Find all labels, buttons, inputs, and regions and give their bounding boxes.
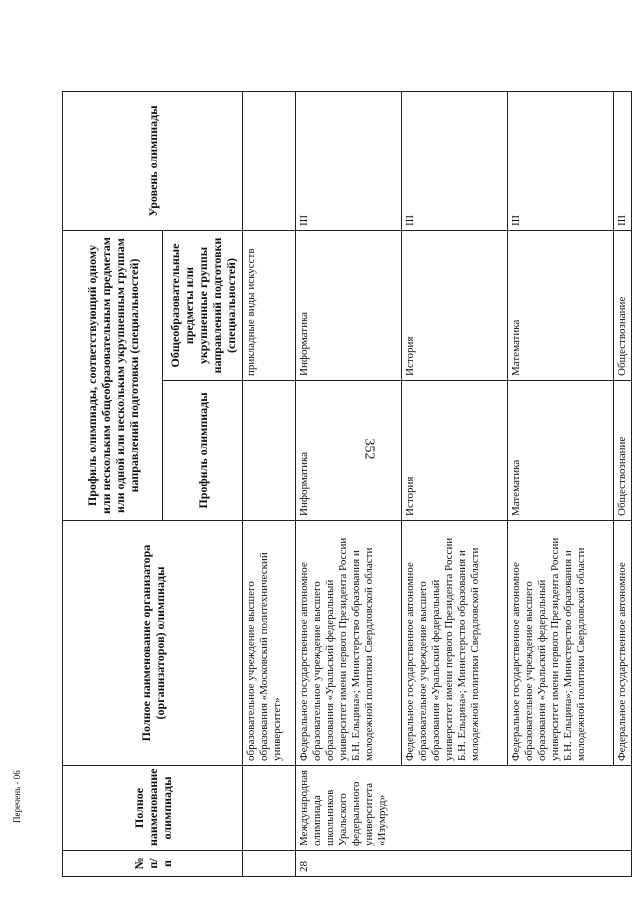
cell-name xyxy=(243,766,296,851)
cell-subjects: прикладные виды искусств xyxy=(243,231,296,381)
cell-profile: Обществознание xyxy=(614,381,632,521)
cell-subjects: История xyxy=(402,231,508,381)
footer-note: Перечень - 06 xyxy=(12,770,22,823)
table-row xyxy=(614,92,632,877)
cell-level: III xyxy=(508,92,614,231)
header-profile: Профиль олимпиады xyxy=(163,381,243,521)
table-row xyxy=(508,92,614,877)
table-row xyxy=(402,92,508,877)
table-row xyxy=(243,92,296,877)
cell-organizer: Федеральное государственное автономное xyxy=(614,521,632,766)
cell-subjects: Математика xyxy=(508,231,614,381)
cell-organizer: Федеральное государственное автономное образовательное учреждение высшего образования «Уральский федеральный университет имени первого Президента России Б.Н. Ельцина»; Министерство образования и молодежной политики Свердловской области xyxy=(508,521,614,766)
cell-profile: Информатика xyxy=(296,381,402,521)
cell-profile xyxy=(243,381,296,521)
cell-level: III xyxy=(402,92,508,231)
header-name: Полное наименование олимпиады xyxy=(63,766,243,851)
cell-subjects: Обществознание xyxy=(614,231,632,381)
page-number: 352 xyxy=(361,438,377,460)
cell-level: III xyxy=(614,92,632,231)
olympiad-table xyxy=(62,91,632,877)
cell-subjects: Информатика xyxy=(296,231,402,381)
header-subjects: Общеобразовательные предметы или укрупненные группы направлений подготовки (специальностей) xyxy=(163,231,243,381)
cell-profile: История xyxy=(402,381,508,521)
cell-organizer: Федеральное государственное автономное образовательное учреждение высшего образования «Уральский федеральный университет имени первого Президента России Б.Н. Ельцина»; Министерство образования и молодежной политики Свердловской области xyxy=(402,521,508,766)
cell-level: III xyxy=(296,92,402,231)
cell-profile: Математика xyxy=(508,381,614,521)
cell-organizer: образовательное учреждение высшего образования «Московский политехнический университет» xyxy=(243,521,296,766)
cell-level xyxy=(243,92,296,231)
cell-num: 28 xyxy=(296,851,632,877)
cell-name: Международная олимпиада школьников Уральского федерального университета «Изумруд» xyxy=(296,766,632,851)
table-row xyxy=(296,92,402,877)
rotated-table-wrapper xyxy=(62,92,628,877)
cell-num xyxy=(243,851,296,877)
header-num: № п/п xyxy=(63,851,243,877)
header-profile-group: Профиль олимпиады, соответствующий одному или нескольким общеобразовательным предметам или одной или нескольким укрупненным группам направлений подготовки (специальностей) xyxy=(63,231,163,521)
header-level: Уровень олимпиады xyxy=(63,92,243,231)
cell-organizer: Федеральное государственное автономное образовательное учреждение высшего образования «Уральский федеральный университет имени первого Президента России Б.Н. Ельцина»; Министерство образования и молодежной политики Свердловской области xyxy=(296,521,402,766)
header-organizer: Полное наименование организатора (организаторов) олимпиады xyxy=(63,521,243,766)
